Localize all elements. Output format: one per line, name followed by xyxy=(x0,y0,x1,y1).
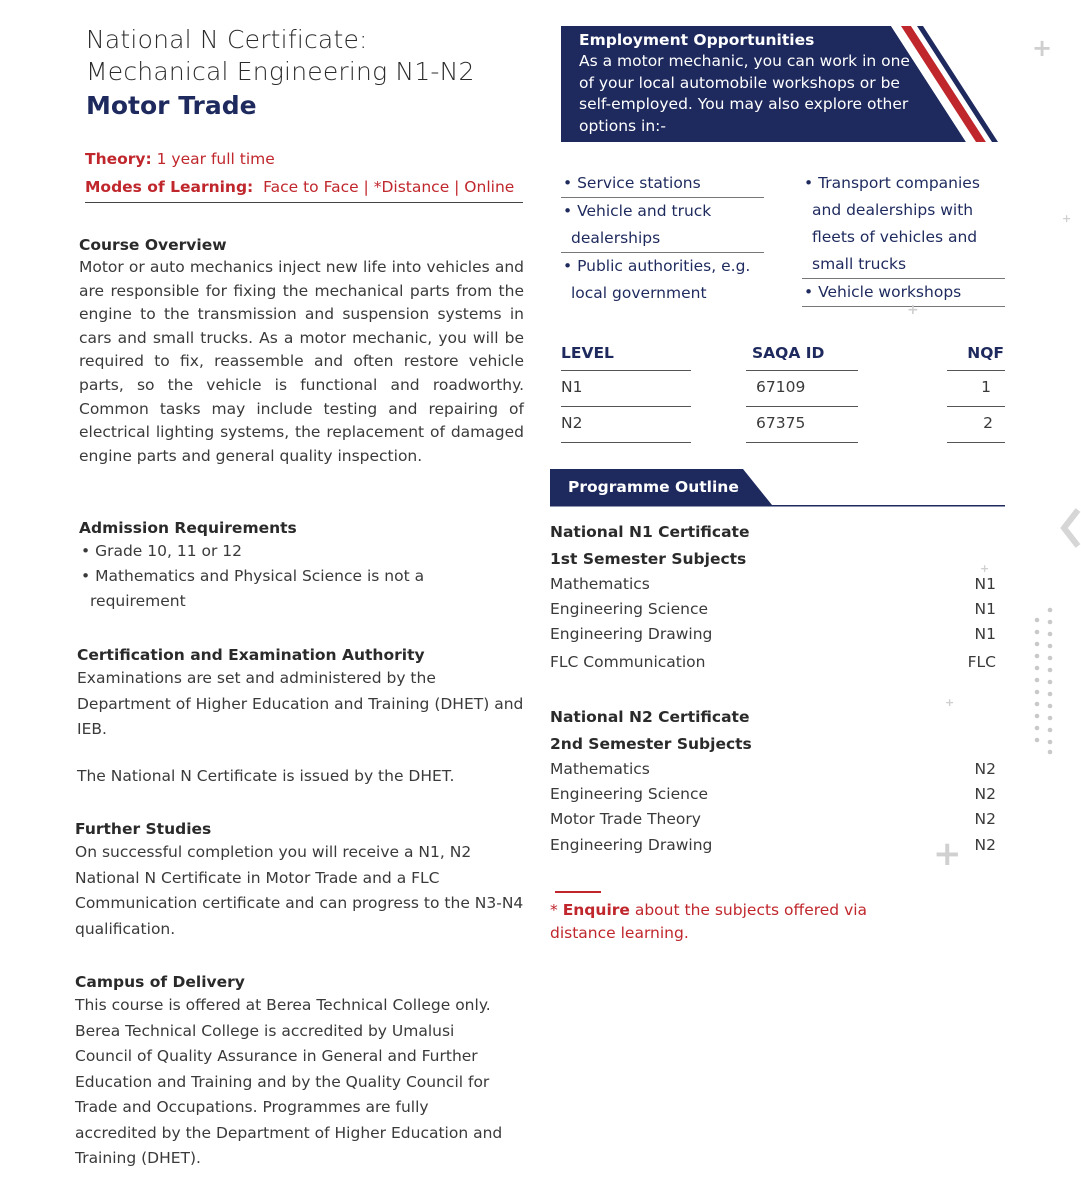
subject-level: N2 xyxy=(974,836,996,854)
level-header: LEVEL xyxy=(561,344,614,362)
certification-text2: The National N Certificate is issued by the DHET. xyxy=(77,766,455,785)
subject-level: FLC xyxy=(967,653,996,671)
n2-subheading: 2nd Semester Subjects xyxy=(550,735,752,753)
table-rule xyxy=(746,442,858,443)
admission-section xyxy=(79,517,479,614)
subject-row xyxy=(550,600,996,618)
nqf-header: NQF xyxy=(967,344,1004,362)
course-overview-section xyxy=(79,234,524,468)
plus-decoration-icon: + xyxy=(907,302,919,318)
certification-section xyxy=(77,644,527,788)
plus-decoration-icon: + xyxy=(1032,34,1053,62)
employment-text: As a motor mechanic, you can work in one of your local automobile workshops or be self-employed. You may also explore other options in:- xyxy=(579,52,910,135)
subject-name: FLC Communication xyxy=(550,653,706,671)
table-cell-level: N2 xyxy=(561,414,583,432)
subject-level: N1 xyxy=(974,575,996,593)
subject-name: Engineering Science xyxy=(550,600,709,618)
n1-heading-block xyxy=(550,519,749,573)
subject-level: N1 xyxy=(974,600,996,618)
admission-item: • Mathematics and Physical Science is not a requirement xyxy=(81,567,425,610)
admission-heading: Admission Requirements xyxy=(79,519,297,537)
further-studies-text: On successful completion you will receive a N1, N2 National N Certificate in Motor Trade and a FLC Communication certificate and can progress to the N3-N4 qualification. xyxy=(75,843,524,938)
subject-level: N2 xyxy=(974,760,996,778)
chevron-left-shape xyxy=(1064,510,1078,546)
certification-heading: Certification and Examination Authority xyxy=(77,646,425,664)
modes-label: Modes of Learning: xyxy=(85,178,254,196)
dot-grid xyxy=(1035,608,1053,755)
theory-label: Theory: xyxy=(85,150,152,168)
table-rule xyxy=(947,370,1005,371)
enquire-note xyxy=(550,899,890,945)
subject-row xyxy=(550,760,996,778)
opportunities-right xyxy=(802,170,1005,307)
table-rule xyxy=(561,406,691,407)
plus-decoration-icon: + xyxy=(945,696,955,709)
opportunity-item: • Public authorities, e.g. local government xyxy=(563,257,751,302)
enquire-rule xyxy=(555,891,601,893)
opportunity-item: • Vehicle workshops xyxy=(802,279,1005,307)
subject-name: Engineering Drawing xyxy=(550,836,713,854)
table-cell-saqa: 67375 xyxy=(756,414,806,432)
n2-heading: National N2 Certificate xyxy=(550,708,750,726)
employment-banner xyxy=(561,26,1018,142)
dot-grid-decoration-icon xyxy=(1032,606,1058,756)
table-cell-level: N1 xyxy=(561,378,583,396)
table-rule xyxy=(746,370,858,371)
modes-row xyxy=(85,176,523,203)
subject-level: N1 xyxy=(974,625,996,643)
subject-name: Mathematics xyxy=(550,760,650,778)
subject-row xyxy=(550,653,996,671)
enquire-prefix: * xyxy=(550,901,563,919)
theory-value: 1 year full time xyxy=(151,150,275,168)
enquire-text: about the subjects offered via distance learning. xyxy=(550,901,868,942)
table-rule xyxy=(746,406,858,407)
page-title-trade: Motor Trade xyxy=(86,91,257,120)
subject-name: Mathematics xyxy=(550,575,650,593)
page-title-line1: National N Certificate: xyxy=(86,25,368,54)
subject-name: Engineering Science xyxy=(550,785,709,803)
opportunity-item: • Vehicle and truck dealerships xyxy=(561,198,764,253)
n1-heading: National N1 Certificate xyxy=(550,523,750,541)
saqa-header: SAQA ID xyxy=(752,344,825,362)
opportunity-item: • Transport companies and dealerships with fleets of vehicles and small trucks xyxy=(802,170,1005,279)
plus-decoration-icon: + xyxy=(1062,212,1072,225)
plus-decoration-icon: + xyxy=(980,562,990,575)
subject-name: Engineering Drawing xyxy=(550,625,713,643)
table-rule xyxy=(561,370,691,371)
programme-outline-title: Programme Outline xyxy=(568,478,739,496)
campus-text: This course is offered at Berea Technical College only. Berea Technical College is accredited by Umalusi Council of Quality Assurance in General and Further Education and Training and by the Quality Council for Trade and Occupations. Programmes are fully accredited by the Department of Higher Education and Training (DHET). xyxy=(75,996,503,1167)
table-cell-nqf: 2 xyxy=(983,414,993,432)
plus-decoration-icon: + xyxy=(933,834,962,874)
subject-level: N2 xyxy=(974,810,996,828)
course-overview-text: Motor or auto mechanics inject new life into vehicles and are responsible for fixing the mechanical parts from the engine to the transmission and suspension systems in cars and small trucks. As a motor mechanic, you will be required to fix, reassemble and often restore vehicle parts, so the vehicle is functional and roadworthy. Common tasks may include testing and repairing of electrical lighting systems, the replacement of damaged engine parts and general quality inspection. xyxy=(79,258,524,465)
table-rule xyxy=(947,406,1005,407)
further-studies-section xyxy=(75,818,525,942)
employment-title: Employment Opportunities xyxy=(579,31,815,49)
enquire-link[interactable]: Enquire xyxy=(562,901,630,919)
n2-heading-block xyxy=(550,704,752,758)
subject-level: N2 xyxy=(974,785,996,803)
subject-row xyxy=(550,625,996,643)
subject-row xyxy=(550,836,996,854)
campus-section xyxy=(75,971,515,1172)
opportunity-item: • Service stations xyxy=(561,170,764,198)
admission-item: • Grade 10, 11 or 12 xyxy=(81,542,242,560)
table-rule xyxy=(561,442,691,443)
title-block xyxy=(86,24,526,124)
n1-subheading: 1st Semester Subjects xyxy=(550,550,747,568)
table-rule xyxy=(947,442,1005,443)
chevron-left-icon xyxy=(1058,506,1081,550)
subject-name: Motor Trade Theory xyxy=(550,810,701,828)
programme-outline-bar xyxy=(550,469,1005,507)
campus-heading: Campus of Delivery xyxy=(75,973,245,991)
certification-text: Examinations are set and administered by the Department of Higher Education and Training (DHET) and IEB. xyxy=(77,669,524,738)
table-cell-nqf: 1 xyxy=(981,378,991,396)
page-title-line2: Mechanical Engineering N1-N2 xyxy=(86,57,475,86)
further-studies-heading: Further Studies xyxy=(75,820,212,838)
table-cell-saqa: 67109 xyxy=(756,378,806,396)
theory-row xyxy=(85,148,523,170)
subject-row xyxy=(550,575,996,593)
subject-row xyxy=(550,785,996,803)
subject-row xyxy=(550,810,996,828)
employment-text-block xyxy=(579,30,919,137)
opportunities-left xyxy=(561,170,764,307)
course-overview-heading: Course Overview xyxy=(79,236,227,254)
modes-value: Face to Face | *Distance | Online xyxy=(253,178,515,196)
programme-bar-rule xyxy=(550,505,1005,507)
